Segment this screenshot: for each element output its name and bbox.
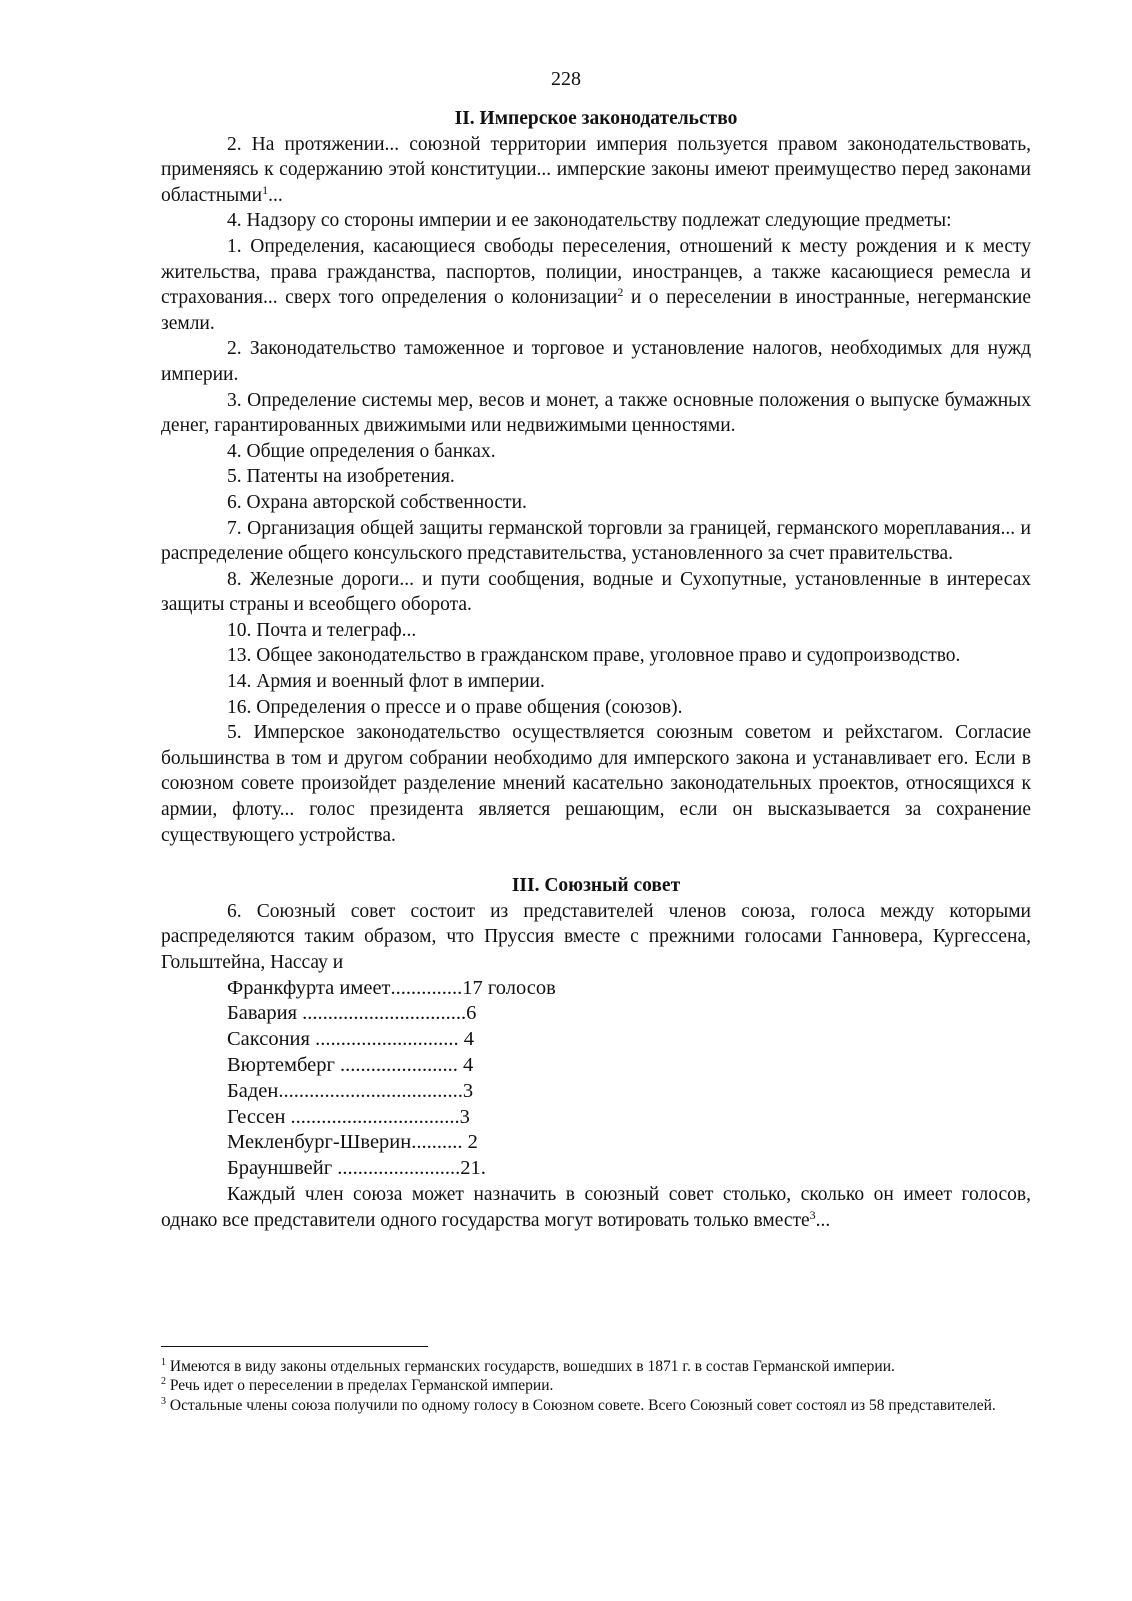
paragraph-representatives <box>161 1182 1031 1233</box>
list-item: 2. Законодательство таможенное и торговое и установление налогов, необходимых для нужд империи. <box>161 338 1031 385</box>
paragraph-article-2 <box>161 132 1031 209</box>
page-body <box>161 106 1031 1233</box>
votes-leader-dots: .............. <box>390 976 463 999</box>
votes-count: 4 <box>463 1028 474 1051</box>
footnote-text: Имеются в виду законы отдельных германских государств, вошедших в 1871 г. в состав Германской империи. <box>166 1358 895 1375</box>
footnote-text: Речь идет о переселении в пределах Германской империи. <box>166 1377 554 1395</box>
footnote-mark: 1 <box>161 1357 166 1368</box>
votes-count: 4 <box>463 1053 474 1076</box>
votes-row <box>227 976 1031 1002</box>
list-item: 13. Общее законодательство в гражданском праве, уголовное право и судопроизводство. <box>227 645 961 667</box>
votes-count: 3 <box>459 1105 470 1128</box>
votes-state-name: Саксония <box>227 1028 316 1051</box>
list-item: 3. Определение системы мер, весов и монет, а также основные положения о выпуске бумажных денег, гарантированных движимыми или недвижимыми ценностями. <box>161 389 1031 437</box>
paragraph-tail: ... <box>268 184 283 206</box>
list-item: 14. Армия и военный флот в империи. <box>227 671 545 693</box>
list-item: 8. Железные дороги... и пути сообщения, водные и Сухопутные, установленные в интересах защиты страны и всеобщего оборота. <box>161 568 1031 616</box>
list-item-tail: и о переселении в иностранные, негерманские земли. <box>161 287 1031 334</box>
paragraph-text: Каждый член союза может назначить в союзный совет столько, сколько он имеет голосов, однако все представители одного государства могут вотировать только вместе <box>161 1183 1031 1231</box>
list-item: 7. Организация общей защиты германской торговли за границей, германского мореплавания... и распределение общего консульского представительства, установленного за счет правительства. <box>161 517 1031 565</box>
votes-row <box>227 1105 1031 1131</box>
footnotes <box>161 1357 1031 1415</box>
votes-leader-dots: ............................ <box>315 1028 464 1051</box>
paragraph-tail: ... <box>815 1209 831 1231</box>
section-spacer <box>161 848 1031 873</box>
list-item: 4. Общие определения о банках. <box>227 440 496 462</box>
votes-leader-dots: ........................ <box>337 1157 461 1180</box>
votes-row <box>227 1079 1031 1105</box>
votes-row <box>227 1001 1031 1027</box>
votes-state-name: Франкфурта имеет <box>227 976 391 999</box>
paragraph-article-5: 5. Имперское законодательство осуществляется союзным советом и рейхстагом. Согласие большинства в том и другом собрании необходимо для имперского закона и устанавливает его. Если в союзном совете произойдет разделение мнений касательно законодательных проектов, относящихся к армии, флоту... голос президента является решающим, если он высказывается за сохранение существующего устройства. <box>161 722 1031 846</box>
footnote-ref-2[interactable]: 2 <box>617 285 624 300</box>
paragraph-text: 2. На протяжении... союзной территории империя пользуется правом законодательствовать, применяясь к содержанию этой конституции... имперские законы имеют преимущество перед законами областными <box>161 133 1031 206</box>
page-number: 228 <box>551 68 581 90</box>
votes-row <box>227 1027 1031 1053</box>
footnote-ref-3[interactable]: 3 <box>809 1207 816 1222</box>
votes-state-name: Брауншвейг <box>227 1157 338 1180</box>
list-item: 16. Определения о прессе и о праве общения (союзов). <box>227 696 683 718</box>
list-item-text: 1. Определения, касающиеся свободы переселения, отношений к месту рождения и к месту жительства, права гражданства, паспортов, полиции, иностранцев, а также касающиеся ремесла и страхования... сверх того определения о колонизации <box>161 235 1031 309</box>
votes-state-name: Бавария <box>227 1002 303 1025</box>
footnote-mark: 3 <box>161 1395 166 1407</box>
list-item <box>161 234 1031 336</box>
votes-state-name: Баден <box>227 1079 279 1102</box>
votes-count: 17 голосов <box>462 976 556 999</box>
footnote-separator <box>161 1346 428 1347</box>
votes-leader-dots: .......... <box>411 1131 468 1154</box>
votes-count: 3 <box>462 1079 474 1102</box>
footnote-3 <box>161 1396 1031 1415</box>
votes-list <box>227 976 1031 1182</box>
footnote-text: Остальные члены союза получили по одному голосу в Союзном совете. Всего Союзный совет состоял из 58 представителей. <box>166 1396 996 1414</box>
votes-row <box>227 1130 1031 1156</box>
votes-state-name: Вюртемберг <box>227 1053 341 1076</box>
votes-state-name: Гессен <box>227 1105 291 1128</box>
paragraph-article-4: 4. Надзору со стороны империи и ее законодательству подлежат следующие предметы: <box>227 210 952 232</box>
votes-leader-dots: ....................... <box>340 1053 464 1076</box>
list-item: 10. Почта и телеграф... <box>227 619 417 641</box>
footnote-mark: 2 <box>161 1376 166 1388</box>
votes-count: 21. <box>460 1157 486 1180</box>
votes-row <box>227 1156 1031 1182</box>
votes-count: 2 <box>467 1131 478 1154</box>
footnote-2 <box>161 1376 1031 1395</box>
votes-leader-dots: ................................. <box>290 1105 460 1128</box>
section-heading-imperial-legislation: II. Имперское законодательство <box>454 108 738 129</box>
votes-leader-dots: .................................... <box>278 1079 463 1102</box>
section-heading-federal-council: III. Союзный совет <box>511 875 681 897</box>
paragraph-article-6: 6. Союзный совет состоит из представителей членов союза, голоса между которыми распределяются таким образом, что Пруссия вместе с прежними голосами Ганновера, Кургессена, Гольштейна, Нассау и <box>161 900 1031 973</box>
votes-row <box>227 1053 1031 1079</box>
votes-leader-dots: ................................ <box>302 1002 467 1025</box>
footnote-ref-1[interactable]: 1 <box>262 182 269 197</box>
footnote-1 <box>161 1357 1031 1376</box>
votes-count: 6 <box>466 1002 477 1025</box>
list-item: 5. Патенты на изобретения. <box>227 466 455 488</box>
votes-state-name: Мекленбург-Шверин <box>227 1131 412 1154</box>
list-item: 6. Охрана авторской собственности. <box>227 491 527 513</box>
